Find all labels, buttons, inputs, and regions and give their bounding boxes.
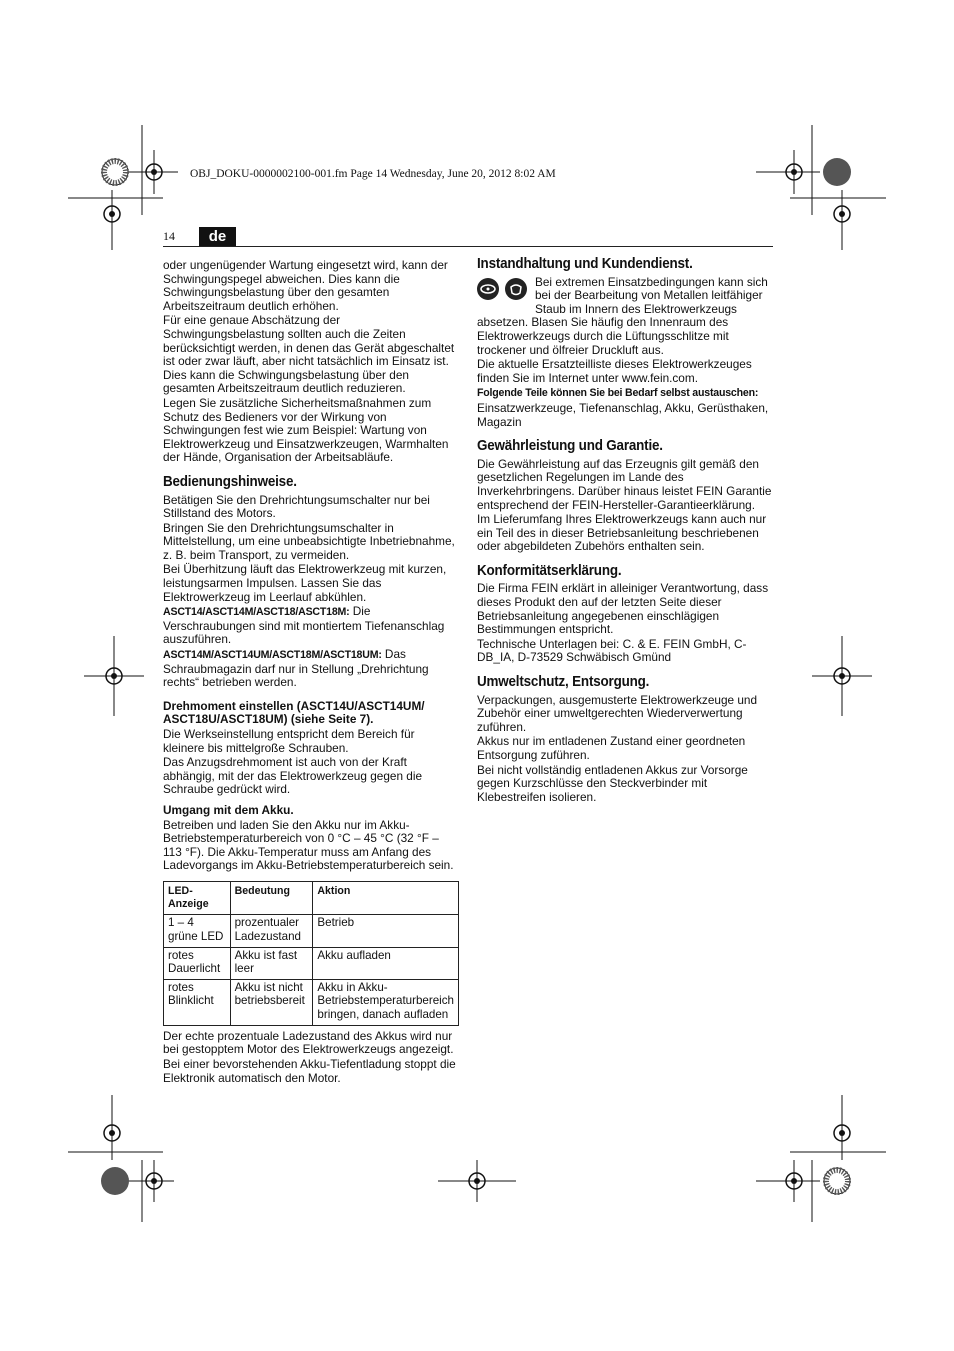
language-badge: de bbox=[199, 227, 236, 246]
table-header: Aktion bbox=[313, 881, 459, 914]
table-cell: Akku in Akku-Betriebstemperaturbereich bringen, danach aufladen bbox=[313, 980, 459, 1026]
paragraph: Die Werkseinstellung entspricht dem Bereich für kleinere bis mittelgroße Schrauben. bbox=[163, 727, 415, 755]
paragraph: Die Firma FEIN erklärt in alleiniger Verantwortung, dass dieses Produkt den auf der letzten Seite dieser Betriebsanleitung angegebenen einschlägigen Bestimmungen entspricht. bbox=[477, 581, 769, 637]
paragraph: Bei extremen Einsatzbedingungen kann sich bei der Bearbeitung von Metallen leitfähiger Staub im Innern des Elektrowerkzeugs absetzen. Blasen Sie häufig den Innenraum des Elektrowerkzeugs durch die Lüftungsschlitze mit trockener und ölfreier Druckluft aus. bbox=[477, 274, 768, 357]
paragraph: Für eine genaue Abschätzung der Schwingungsbelastung sollten auch die Zeiten berücksichtigt werden, in denen das Gerät abgeschaltet ist oder zwar läuft, aber nicht tatsächlich im Einsatz ist. Dies kann die Schwingungsbelastung über den gesamten Arbeitszeitraum deutlich reduzieren. bbox=[163, 313, 455, 396]
paragraph: Legen Sie zusätzliche Sicherheitsmaßnahmen zum Schutz des Bedieners vor der Wirkung von Schwingungen fest wie zum Beispiel: Wartung von Elektrowerkzeug und Einsatzwerkzeugen, Warmhalten der Hände, Organisation der Arbeitsabläufe. bbox=[163, 395, 449, 465]
table-cell: prozentualer Ladezustand bbox=[230, 915, 313, 947]
paragraph: Betätigen Sie den Drehrichtungsumschalter nur bei Stillstand des Motors. bbox=[163, 492, 430, 521]
paragraph: Bei Überhitzung läuft das Elektrowerkzeug mit kurzen, leistungsarmen Impulsen. Lassen Sie das Elektrowerkzeug im Leerlauf abkühlen. bbox=[163, 562, 447, 604]
subsection-heading: Drehmoment einstellen (ASCT14U/ASCT14UM/ ASCT18U/ASCT18UM) (siehe Seite 7). bbox=[163, 698, 425, 727]
table-row bbox=[164, 947, 459, 979]
section-heading: Bedienungshinweise. bbox=[163, 473, 297, 490]
led-table bbox=[163, 881, 459, 1026]
section-heading: Umweltschutz, Entsorgung. bbox=[477, 674, 650, 691]
table-cell: Akku aufladen bbox=[313, 947, 459, 979]
paragraph: Die Gewährleistung auf das Erzeugnis gilt gemäß den gesetzlichen Regelungen im Lande des Inverkehrbringens. Darüber hinaus leistet FEIN Garantie entsprechend der FEIN-Hersteller-Garantieerklärung. bbox=[477, 456, 772, 512]
paragraph: Die aktuelle Ersatzteilliste dieses Elektrowerkzeuges finden Sie im Internet unter www.fein.com. bbox=[477, 357, 752, 385]
paragraph: ASCT14/ASCT14M/ASCT18/ASCT18M: Die Verschraubungen sind mit montiertem Tiefenanschlag auszuführen. bbox=[163, 604, 445, 647]
model-list: ASCT14/ASCT14M/ASCT18/ASCT18M: bbox=[163, 606, 350, 619]
section-heading: Instandhaltung und Kundendienst. bbox=[477, 256, 693, 272]
table-cell: Akku ist nicht betriebsbereit bbox=[230, 980, 313, 1026]
paragraph: Akkus nur im entladenen Zustand einer geordneten Entsorgung zuführen. bbox=[477, 734, 746, 762]
paragraph: Verpackungen, ausgemusterte Elektrowerkzeuge und Zubehör einer umweltgerechten Wiederverwertung zuführen. bbox=[477, 692, 758, 734]
paragraph: Betreiben und laden Sie den Akku nur im Akku-Betriebstemperaturbereich von 0 °C – 45 °C (32 °F – 113 °F). Die Akku-Temperatur muss am Anfang des Ladevorgangs im Akku-Betriebstemperaturbereich sein. bbox=[163, 817, 454, 873]
page-number: 14 bbox=[163, 229, 175, 243]
paragraph: oder ungenügender Wartung eingesetzt wird, kann der Schwingungspegel abweichen. Dies kann die Schwingungsbelastung über den gesamten Arbeitszeitraum deutlich erhöhen. bbox=[163, 258, 448, 313]
paragraph: Bei nicht vollständig entladenen Akkus zur Vorsorge gegen Kurzschlüsse den Steckverbinder mit Klebestreifen isolieren. bbox=[477, 762, 748, 804]
paragraph: Im Lieferumfang Ihres Elektrowerkzeugs kann auch nur ein Teil des in dieser Betriebsanleitung beschriebenen oder abgebildeten Zubehörs enthalten sein. bbox=[477, 512, 767, 554]
dust-mask-icon bbox=[505, 278, 527, 300]
print-slug: OBJ_DOKU-0000002100-001.fm Page 14 Wednesday, June 20, 2012 8:02 AM bbox=[190, 168, 556, 180]
paragraph: Einsatzwerkzeuge, Tiefenanschlag, Akku, Gerüsthaken, Magazin bbox=[477, 400, 769, 429]
right-column bbox=[477, 247, 773, 805]
table-header: Bedeutung bbox=[230, 881, 313, 914]
section-heading: Gewährleistung und Garantie. bbox=[477, 438, 663, 455]
paragraph bbox=[477, 386, 773, 401]
paragraph: Technische Unterlagen bei: C. & E. FEIN GmbH, C-DB_IA, D-73529 Schwäbisch Gmünd bbox=[477, 636, 747, 665]
subsection-heading: Umgang mit dem Akku. bbox=[163, 802, 294, 817]
paragraph: Bringen Sie den Drehrichtungsumschalter in Mittelstellung, um eine unbeabsichtigte Inbetriebnahme, z. B. beim Transport, zu vermeiden. bbox=[163, 520, 455, 562]
table-cell: rotes Blinklicht bbox=[164, 980, 231, 1026]
table-cell: 1 – 4 grüne LED bbox=[164, 915, 231, 947]
table-cell: Betrieb bbox=[313, 915, 459, 947]
table-header: LED-Anzeige bbox=[164, 881, 231, 914]
table-cell: rotes Dauerlicht bbox=[164, 947, 231, 979]
bold-note: Folgende Teile können Sie bei Bedarf selbst austauschen: bbox=[477, 387, 759, 400]
paragraph: Bei einer bevorstehenden Akku-Tiefentladung stoppt die Elektronik automatisch den Motor. bbox=[163, 1056, 456, 1085]
model-list: ASCT14M/ASCT14UM/ASCT18M/ASCT18UM: bbox=[163, 649, 382, 662]
paragraph: Das Anzugsdrehmoment ist auch von der Kraft abhängig, mit der das Elektrowerkzeug gegen die Schraube gedrückt wird. bbox=[163, 755, 423, 797]
table-cell: Akku ist fast leer bbox=[230, 947, 313, 979]
table-row bbox=[164, 980, 459, 1026]
safety-icons bbox=[477, 278, 531, 304]
table-row bbox=[164, 915, 459, 947]
left-column bbox=[163, 259, 459, 1086]
eye-protection-icon bbox=[477, 278, 499, 300]
paragraph: ASCT14M/ASCT14UM/ASCT18M/ASCT18UM: Das Schraubmagazin darf nur in Stellung „Drehrichtung rechts“ betrieben werden. bbox=[163, 647, 429, 690]
paragraph: Der echte prozentuale Ladezustand des Akkus wird nur bei gestopptem Motor des Elektrowerkzeugs angezeigt. bbox=[163, 1028, 454, 1057]
section-heading: Konformitätserklärung. bbox=[477, 562, 622, 579]
